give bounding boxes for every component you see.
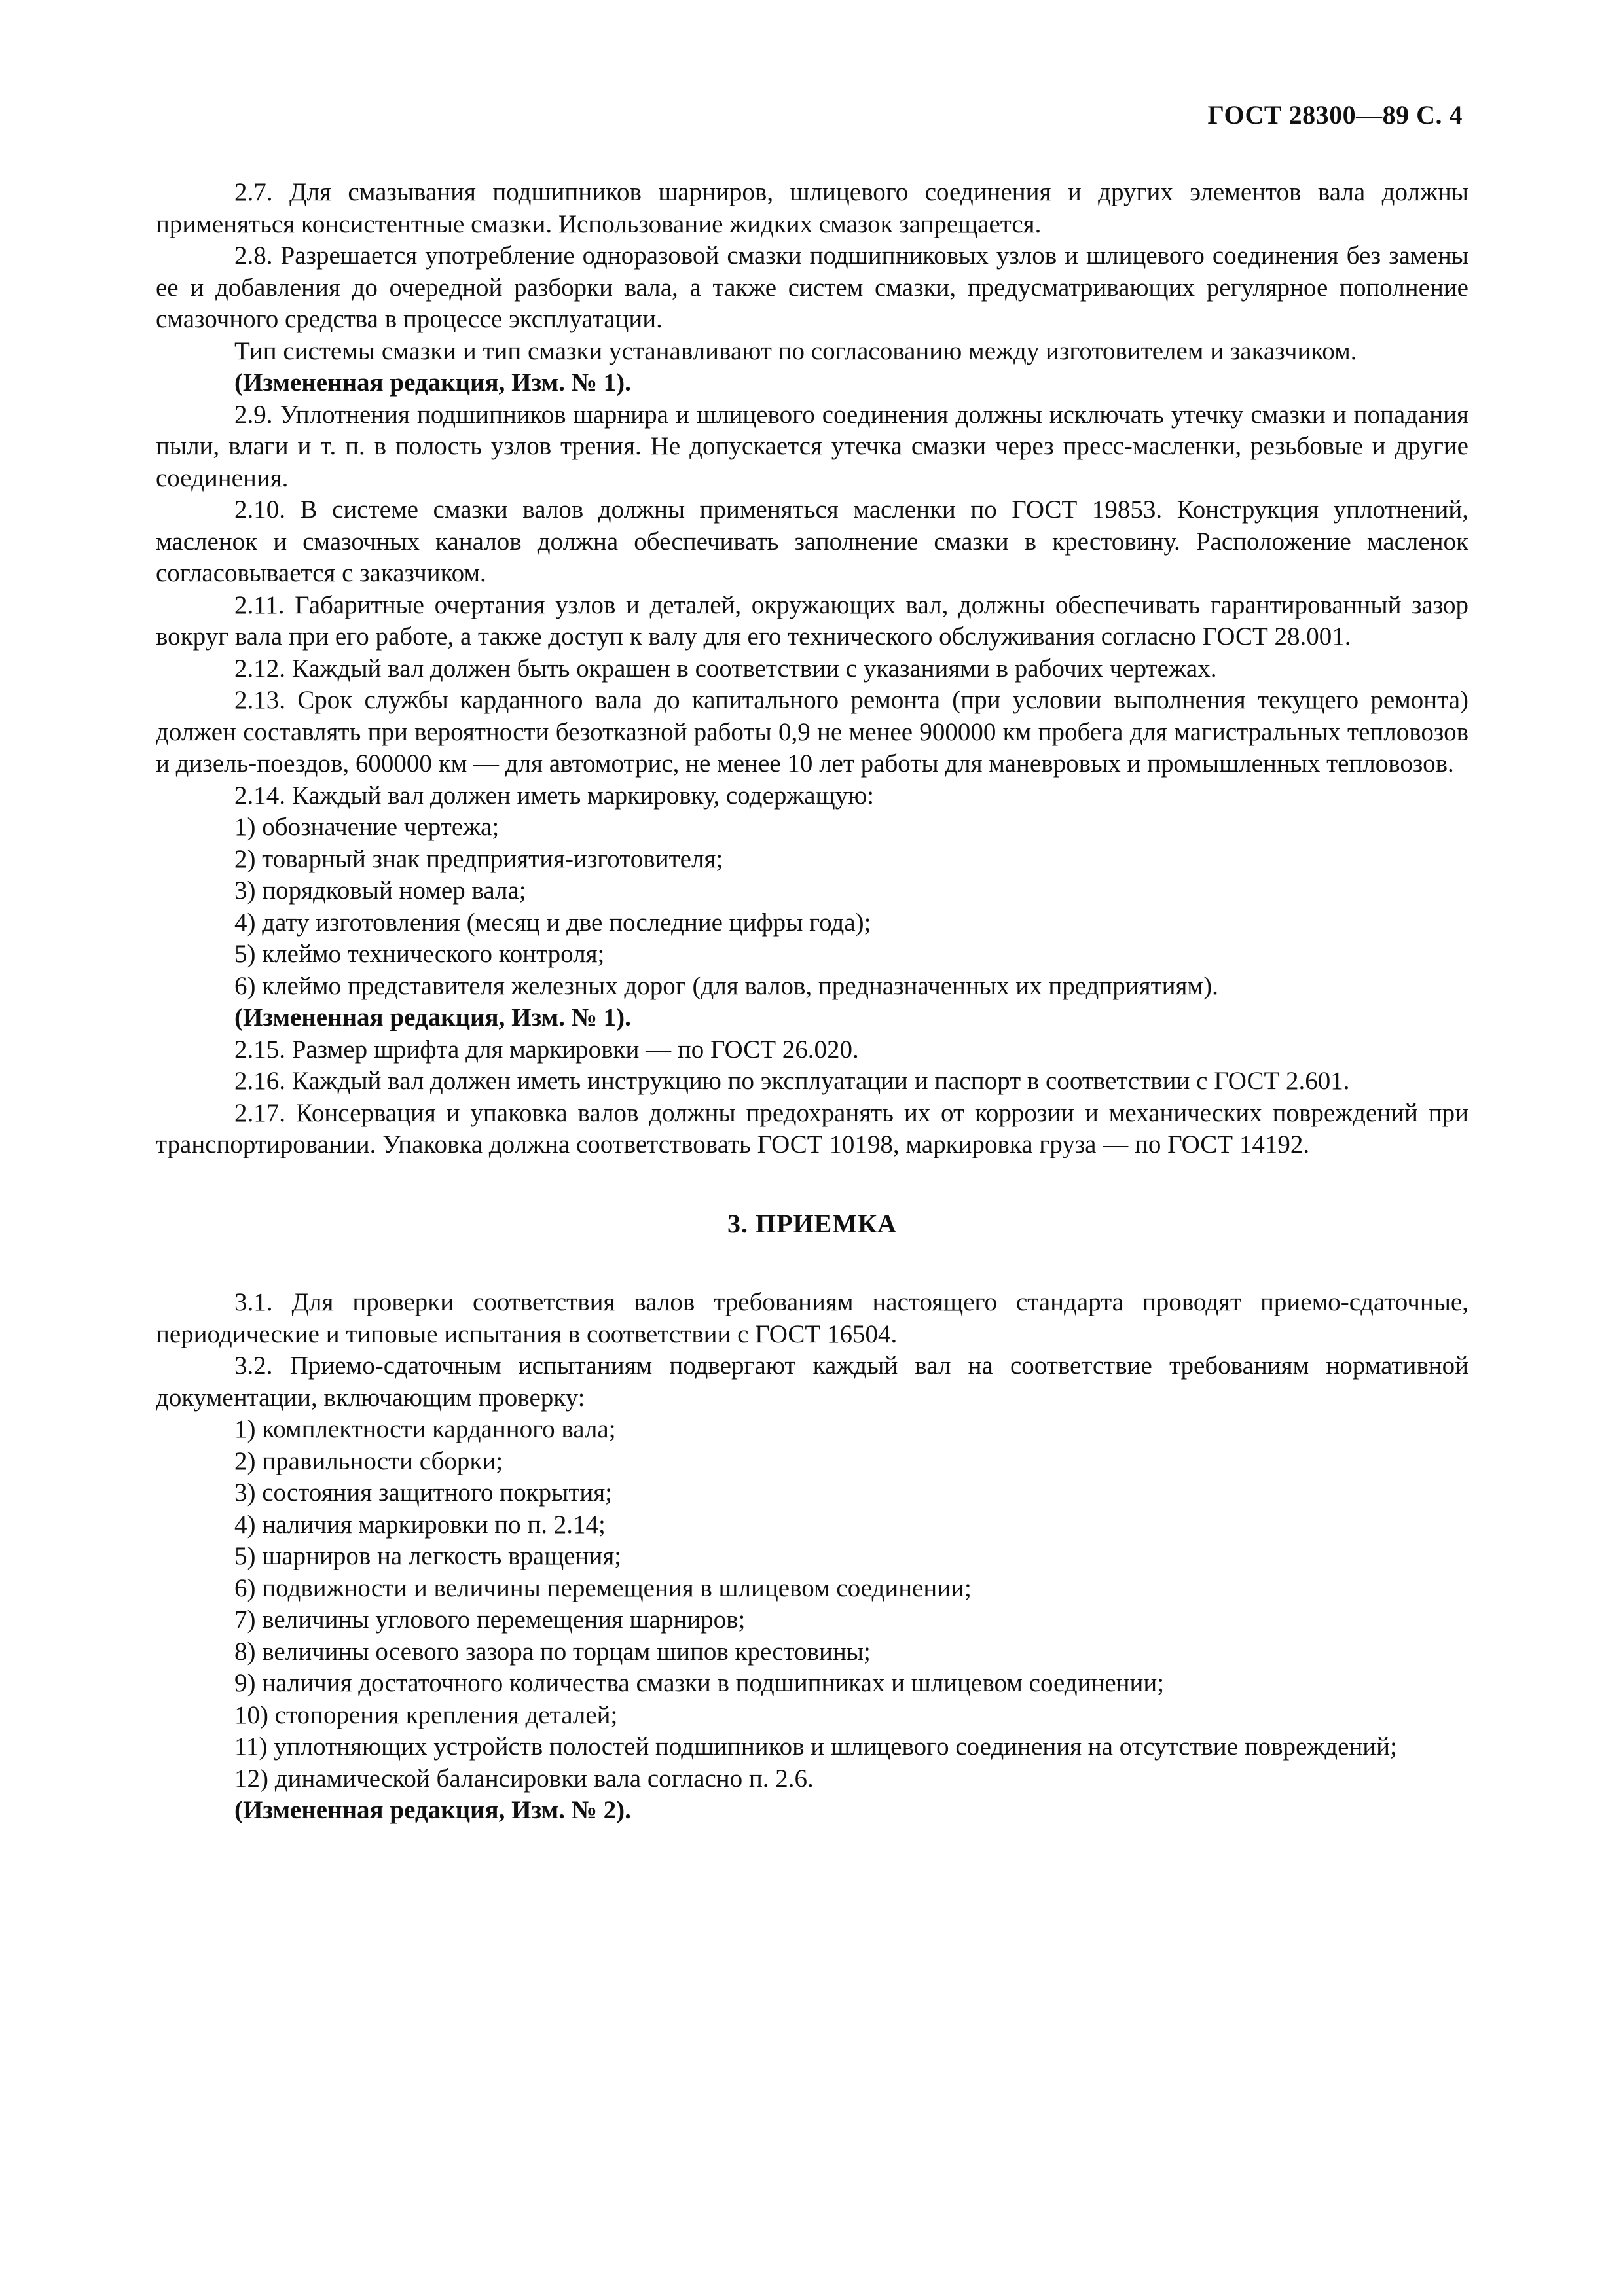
amendment-note: (Измененная редакция, Изм. № 1). [234,368,631,397]
clause-2-14: 2.14. Каждый вал должен иметь маркировку, содержащую: [234,781,875,810]
list-item: 6) подвижности и величины перемещения в шлицевом соединении; [234,1573,972,1602]
document-body [156,177,1468,1827]
list-item: 6) клеймо представителя железных дорог (для валов, предназначенных их предприятиям). [234,971,1218,1000]
list-item: 1) обозначение чертежа; [234,813,500,841]
list-item: 11) уплотняющих устройств полостей подшипников и шлицевого соединения на отсутствие повреждений; [234,1732,1397,1761]
list-item: 1) комплектности карданного вала; [234,1415,616,1443]
list-item: 2) товарный знак предприятия-изготовителя; [234,844,723,873]
clause-2-15: 2.15. Размер шрифта для маркировки — по ГОСТ 26.020. [234,1035,859,1064]
amendment-note: (Измененная редакция, Изм. № 1). [234,1003,631,1031]
list-item: 2) правильности сборки; [234,1446,503,1475]
list-item: 4) дату изготовления (месяц и две последние цифры года); [234,908,871,937]
list-item: 8) величины осевого зазора по торцам шипов крестовины; [234,1637,871,1666]
clause-3-1: 3.1. Для проверки соответствия валов требованиям настоящего стандарта проводят приемо-сдаточные, периодические и типовые испытания в соответствии с ГОСТ 16504. [156,1288,1468,1348]
clause-2-13: 2.13. Срок службы карданного вала до капитального ремонта (при условии выполнения текущего ремонта) должен составлять при вероятности безотказной работы 0,9 не менее 900000 км пробега для магистральных тепловозов и дизель-поездов, 600000 км — для автомотрис, не менее 10 лет работы для маневровых и промышленных тепловозов. [156,686,1468,778]
list-item: 3) состояния защитного покрытия; [234,1479,613,1507]
clause-2-7: 2.7. Для смазывания подшипников шарниров, шлицевого соединения и других элементов вала должны применяться консистентные смазки. Использование жидких смазок запрещается. [156,178,1468,238]
clause-2-16: 2.16. Каждый вал должен иметь инструкцию по эксплуатации и паспорт в соответствии с ГОСТ 2.601. [234,1067,1350,1095]
clause-2-11: 2.11. Габаритные очертания узлов и деталей, окружающих вал, должны обеспечивать гарантированный зазор вокруг вала при его работе, а также доступ к валу для его технического обслуживания согласно ГОСТ 28.001. [156,590,1468,651]
list-item: 7) величины углового перемещения шарниров; [234,1605,746,1634]
amendment-note: (Измененная редакция, Изм. № 2). [234,1796,631,1824]
clause-2-8-continued: Тип системы смазки и тип смазки устанавливают по согласованию между изготовителем и заказчиком. [234,336,1357,365]
clause-2-17: 2.17. Консервация и упаковка валов должны предохранять их от коррозии и механических повреждений при транспортировании. Упаковка должна соответствовать ГОСТ 10198, маркировка груза — по ГОСТ 14192. [156,1098,1468,1158]
section-heading: 3. ПРИЕМКА [727,1208,897,1238]
clause-2-10: 2.10. В системе смазки валов должны применяться масленки по ГОСТ 19853. Конструкция уплотнений, масленок и смазочных каналов должна обеспечивать заполнение смазки в крестовину. Расположение масленок согласовывается с заказчиком. [156,495,1468,587]
list-item: 4) наличия маркировки по п. 2.14; [234,1510,606,1539]
list-item: 10) стопорения крепления деталей; [234,1700,618,1729]
list-item: 3) порядковый номер вала; [234,876,526,905]
list-item: 5) шарниров на легкость вращения; [234,1542,622,1570]
list-item: 5) клеймо технического контроля; [234,940,605,968]
clause-2-9: 2.9. Уплотнения подшипников шарнира и шлицевого соединения должны исключать утечку смазки и попадания пыли, влаги и т. п. в полость узлов трения. Не допускается утечка смазки через пресс-масленки, резьбовые и другие соединения. [156,400,1468,492]
list-item: 12) динамической балансировки вала согласно п. 2.6. [234,1764,814,1793]
clause-3-2: 3.2. Приемо-сдаточным испытаниям подвергают каждый вал на соответствие требованиям нормативной документации, включающим проверку: [156,1352,1468,1412]
clause-2-12: 2.12. Каждый вал должен быть окрашен в соответствии с указаниями в рабочих чертежах. [234,654,1217,683]
clause-2-8: 2.8. Разрешается употребление одноразовой смазки подшипниковых узлов и шлицевого соединения без замены ее и добавления до очередной разборки вала, а также систем смазки, предусматривающих регулярное пополнение смазочного средства в процессе эксплуатации. [156,242,1468,333]
page-header: ГОСТ 28300—89 С. 4 [1207,100,1463,130]
list-item: 9) наличия достаточного количества смазки в подшипниках и шлицевом соединении; [234,1669,1165,1697]
